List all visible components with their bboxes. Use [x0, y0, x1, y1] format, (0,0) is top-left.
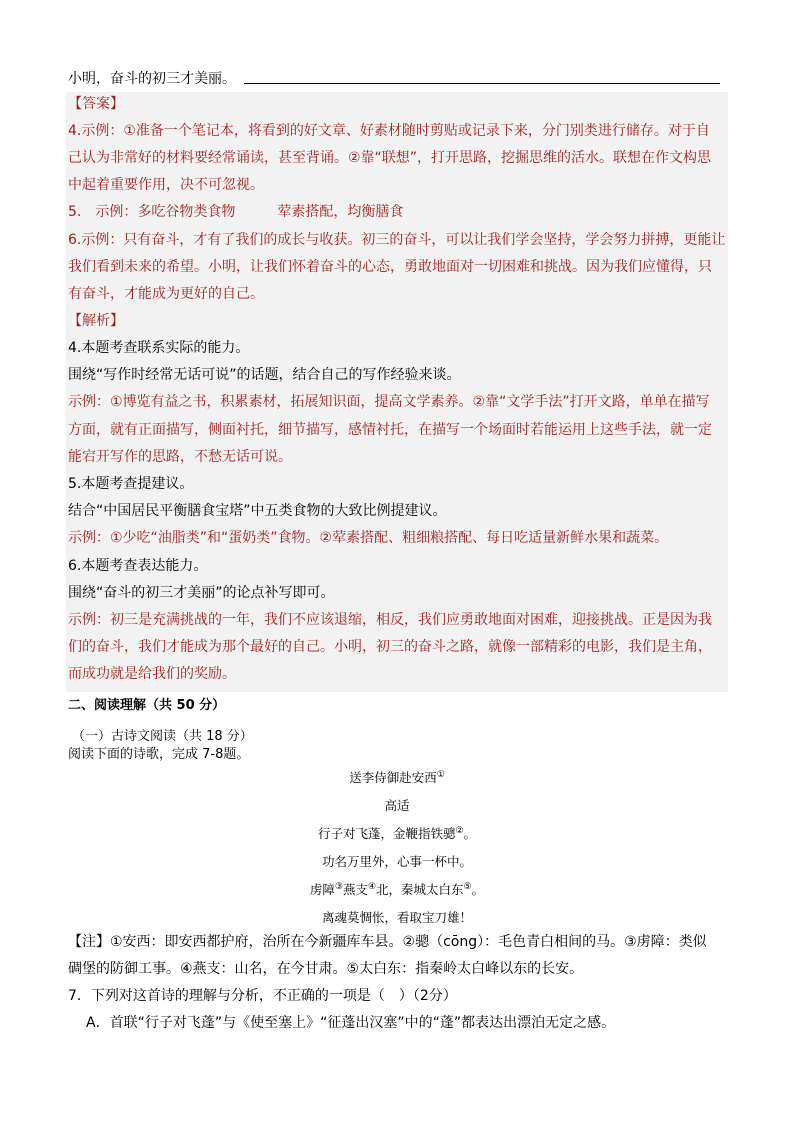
instruction-text: 阅读下面的诗歌，完成 7-8题。: [68, 747, 250, 762]
section-title: 二、阅读理解（共 50 分）: [68, 698, 226, 713]
poem-author: 高适: [384, 798, 410, 813]
analysis-line: 围绕“奋斗的初三才美丽”的论点补写即可。: [68, 585, 335, 601]
poem-line: 虏障③燕支④北，秦城太白东⑤。: [309, 881, 485, 897]
answer-heading: 【答案】: [68, 96, 124, 112]
analysis-line: 们的奋斗，我们才能成为那个最好的自己。小明，初三的奋斗之路，就像一部精彩的电影，我们是主角，: [68, 639, 712, 655]
analysis-line: 5.本题考查提建议。: [68, 476, 194, 492]
analysis-line: 示例：①少吃“油脂类”和“蛋奶类”食物。②荤素搭配、粗细粮搭配、每日吃适量新鲜水果和蔬菜。: [68, 530, 669, 546]
poem-line: 离魂莫惆怅，看取宝刀雄！: [321, 910, 472, 925]
analysis-line: 结合“中国居民平衡膳食宝塔”中五类食物的大致比例提建议。: [68, 503, 447, 519]
analysis-line: 示例：①博览有益之书，积累素材，拓展知识面，提高文学素养。②靠“文学手法”打开文路，单单在描写: [68, 394, 710, 410]
answer-line: 4.示例：①准备一个笔记本，将看到的好文章、好素材随时剪贴或记录下来，分门别类进行储存。对于自: [68, 123, 710, 139]
answer-line: 中起着重要作用，决不可忽视。: [68, 177, 264, 193]
answer-line: 6.示例：只有奋斗，才有了我们的成长与收获。初三的奋斗，可以让我们学会坚持，学会努力拼搏，更能让: [68, 232, 726, 248]
poem-line: 功名万里外，心事一杯中。: [321, 854, 472, 869]
analysis-line: 围绕“写作时经常无话可说”的话题，结合自己的写作经验来谈。: [68, 367, 461, 383]
analysis-line: 而成功就是给我们的奖励。: [68, 666, 236, 682]
question-stem: 7．下列对这首诗的理解与分析，不正确的一项是（ ）（2分）: [68, 988, 457, 1004]
answer-line: 5. 示例：多吃谷物类食物 荤素搭配，均衡膳食: [68, 204, 404, 220]
footnote-marker: ④: [367, 881, 377, 892]
analysis-line: 示例：初三是充满挑战的一年，我们不应该退缩，相反，我们应勇敢地面对困难，迎接挑战。正是因为我: [68, 612, 712, 628]
footnote-marker: ③: [334, 881, 343, 892]
footnote-marker: ①: [436, 769, 445, 780]
prompt-text: 小明，奋斗的初三才美丽。: [68, 71, 236, 87]
notes-line: 【注】①安西：即安西都护府，治所在今新疆库车县。②骢（cōng）：毛色青白相间的马。③虏障：类似: [68, 934, 707, 950]
poem-line: 行子对飞蓬，金鞭指铁骢②。: [317, 825, 477, 841]
footnote-marker: ⑤: [463, 881, 472, 892]
answer-line: 有奋斗，才能成为更好的自己。: [68, 286, 264, 302]
analysis-line: 6.本题考查表达能力。: [68, 558, 208, 574]
answer-underline: [244, 83, 720, 84]
footnote-marker: ②: [455, 825, 464, 836]
prompt-line: [68, 64, 720, 88]
poem-title: 送李侍御赴安西①: [349, 769, 445, 785]
answer-line: 我们看到未来的希望。小明，让我们怀着奋斗的心态，勇敢地面对一切困难和挑战。因为我们应懂得，只: [68, 259, 712, 275]
subsection-title: （一）古诗文阅读（共 18 分）: [72, 729, 253, 744]
analysis-line: 方面，就有正面描写，侧面衬托，细节描写，感情衬托，在描写一个场面时若能运用上这些手法，就一定: [68, 422, 712, 438]
analysis-heading: 【解析】: [68, 313, 124, 329]
notes-line: 碉堡的防御工事。④燕支：山名，在今甘肃。⑤太白东：指秦岭太白峰以东的长安。: [68, 961, 584, 977]
question-option-a: A．首联“行子对飞蓬”与《使至塞上》“征蓬出汉塞”中的“蓬”都表达出漂泊无定之感。: [86, 1015, 616, 1031]
analysis-line: 能宕开写作的思路，不愁无话可说。: [68, 449, 292, 465]
answer-line: 己认为非常好的材料要经常诵读，甚至背诵。②靠“联想”，打开思路，挖掘思维的活水。联想在作文构思: [68, 150, 712, 166]
analysis-line: 4.本题考查联系实际的能力。: [68, 340, 250, 356]
